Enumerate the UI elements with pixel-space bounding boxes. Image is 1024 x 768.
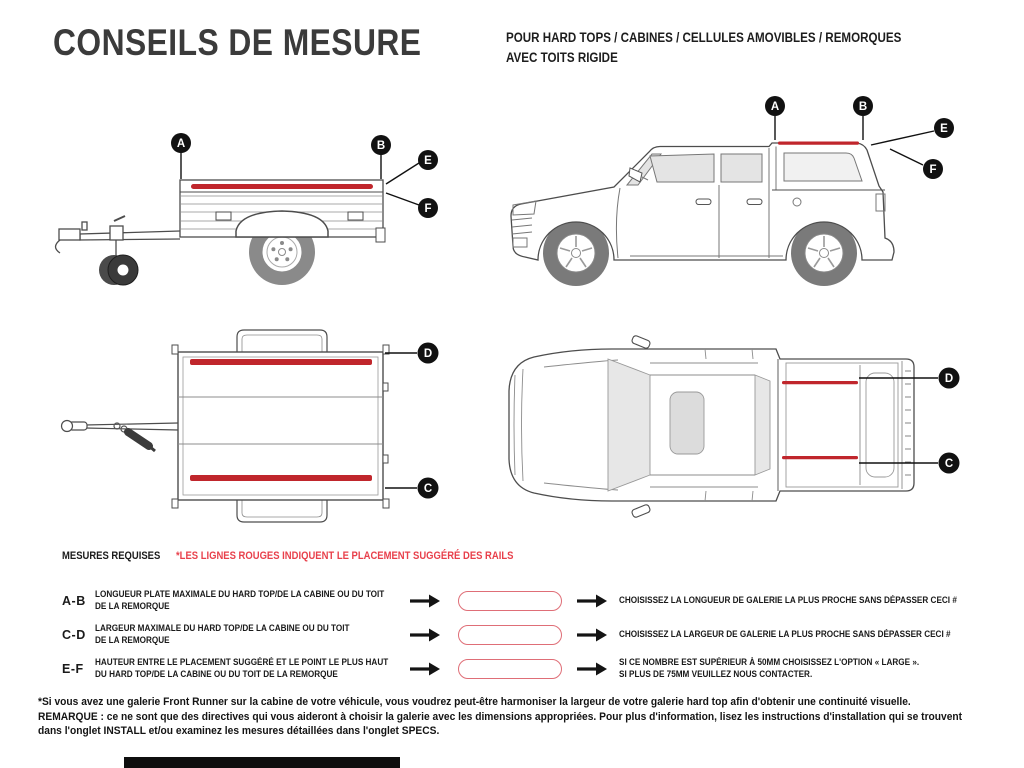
trailer-side-view-diagram	[30, 100, 470, 310]
marker-e-badge	[418, 150, 438, 170]
measures-heading-row	[62, 550, 569, 562]
measure-key: C-D	[62, 628, 86, 642]
measurement-pill	[458, 659, 562, 679]
measurement-pill	[458, 591, 562, 611]
measure-description: HAUTEUR ENTRE LE PLACEMENT SUGGÉRÉ ET LE POINT LE PLUS HAUT DU HARD TOP/DE LA CABINE OU DU TOIT DE LA REMORQUE	[95, 657, 389, 680]
page-title: CONSEILS DE MESURE	[53, 22, 422, 63]
svg-text:C: C	[944, 458, 954, 470]
arrow-right-icon	[410, 628, 440, 642]
subtitle-line-1: POUR HARD TOPS / CABINES / CELLULES AMOVIBLES / REMORQUES	[506, 30, 902, 45]
svg-text:A: A	[770, 101, 780, 113]
marker-c-badge	[418, 478, 439, 499]
marker-e-badge	[934, 118, 954, 138]
truck-top-view-diagram	[500, 335, 990, 525]
trailer-tongue	[62, 421, 179, 452]
bottom-crop-bar	[124, 757, 400, 768]
marker-d-badge	[418, 343, 439, 364]
measure-instruction: SI CE NOMBRE EST SUPÉRIEUR À 50MM CHOISISSEZ L'OPTION « LARGE ». SI PLUS DE 75MM VEUILLEZ NOUS CONTACTER.	[619, 657, 920, 680]
arrow-right-icon	[410, 594, 440, 608]
subtitle-line-2: AVEC TOITS RIGIDE	[506, 50, 618, 65]
measure-row-cd	[62, 618, 1012, 652]
svg-text:E: E	[424, 155, 432, 167]
measure-row-ef	[62, 652, 1012, 686]
svg-text:C: C	[423, 483, 433, 495]
red-lines-note: *LES LIGNES ROUGES INDIQUENT LE PLACEMENT SUGGÉRÉ DES RAILS	[176, 550, 514, 562]
svg-text:D: D	[423, 348, 433, 360]
marker-leader-lines	[385, 353, 417, 488]
footnote-line-1: *Si vous avez une galerie Front Runner sur la cabine de votre véhicule, vous voudrez peut-être harmoniser la largeur de votre galerie hard top afin d'obtenir une continuité visuelle.	[38, 696, 911, 708]
truck-top-body	[509, 349, 914, 501]
trailer-box	[180, 180, 385, 242]
arrow-right-icon	[577, 628, 607, 642]
svg-text:D: D	[944, 373, 954, 385]
marker-d-badge	[939, 368, 960, 389]
measure-key: A-B	[62, 594, 86, 608]
svg-text:F: F	[929, 164, 937, 176]
suggested-rail-line	[191, 184, 373, 189]
suggested-rail-line	[778, 142, 859, 145]
measure-row-ab	[62, 584, 1012, 618]
measure-instruction: CHOISISSEZ LA LONGUEUR DE GALERIE LA PLUS PROCHE SANS DÉPASSER CECI #	[619, 595, 957, 606]
suggested-rail-line	[190, 475, 372, 481]
footnote-line-2: REMARQUE : ce ne sont que des directives qui vous aideront à choisir la galerie avec les dimensions appropriées. Pour plus d'information, lisez les instructions d'installation qui se trouvent	[38, 710, 963, 723]
measure-key: E-F	[62, 662, 84, 676]
marker-b-badge	[371, 135, 391, 155]
trailer-box-top	[172, 345, 389, 508]
marker-a-badge	[765, 96, 785, 116]
marker-c-badge	[939, 453, 960, 474]
svg-text:B: B	[376, 140, 386, 152]
svg-text:B: B	[858, 101, 868, 113]
arrow-right-icon	[410, 662, 440, 676]
page-subtitle	[506, 28, 966, 68]
measure-description: LARGEUR MAXIMALE DU HARD TOP/DE LA CABINE OU DU TOIT DE LA REMORQUE	[95, 623, 350, 646]
marker-f-badge	[418, 198, 438, 218]
truck-side-view-diagram	[500, 95, 990, 300]
arrow-right-icon	[577, 594, 607, 608]
arrow-right-icon	[577, 662, 607, 676]
suggested-rail-line	[782, 381, 858, 384]
measurement-pill	[458, 625, 562, 645]
svg-text:A: A	[176, 138, 186, 150]
marker-f-badge	[923, 159, 943, 179]
measure-description: LONGUEUR PLATE MAXIMALE DU HARD TOP/DE LA CABINE OU DU TOIT DE LA REMORQUE	[95, 589, 385, 612]
footnote	[38, 695, 1024, 739]
suggested-rail-line	[782, 456, 858, 459]
footnote-line-3: dans l'onglet INSTALL et/ou examinez les mesures détaillées dans l'onglet SPECS.	[38, 725, 440, 737]
trailer-top-view-diagram	[55, 325, 460, 530]
svg-text:F: F	[424, 203, 432, 215]
trailer-jockey-wheel	[99, 255, 138, 285]
marker-a-badge	[171, 133, 191, 153]
measures-heading-label: MESURES REQUISES	[62, 550, 161, 562]
measure-instruction: CHOISISSEZ LA LARGEUR DE GALERIE LA PLUS PROCHE SANS DÉPASSER CECI #	[619, 629, 951, 640]
svg-text:E: E	[940, 123, 948, 135]
trailer-drawbar	[56, 216, 181, 259]
measure-rows	[62, 584, 1012, 686]
marker-b-badge	[853, 96, 873, 116]
suggested-rail-line	[190, 359, 372, 365]
